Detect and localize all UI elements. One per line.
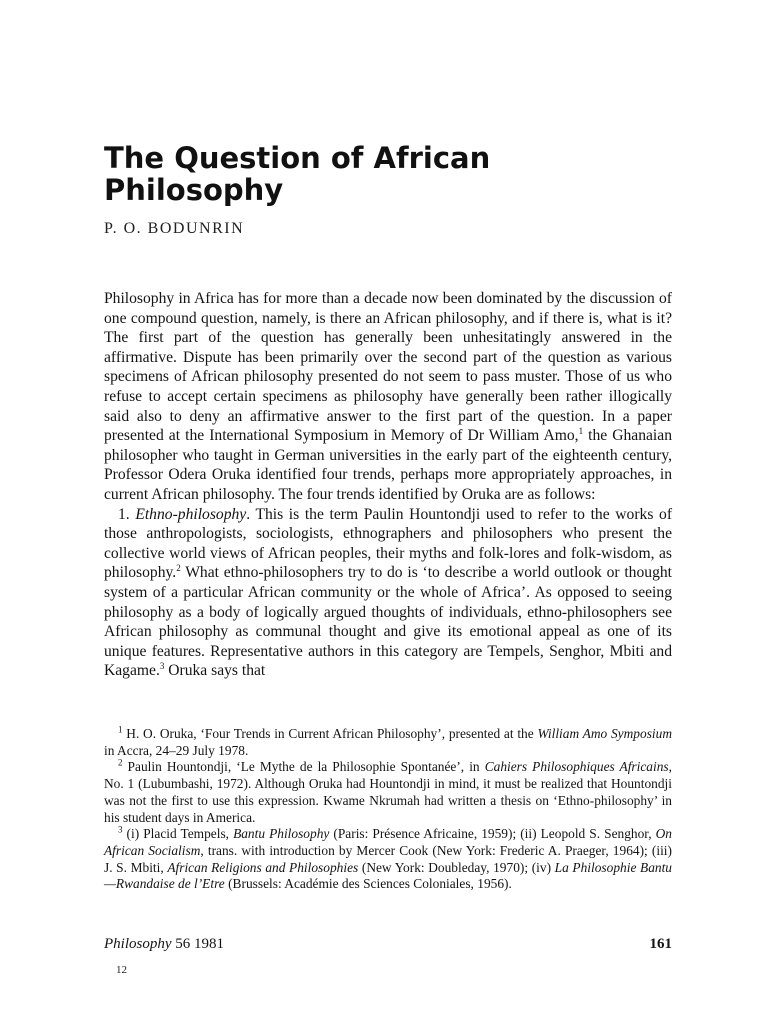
volume-year: 56 1981 [171, 936, 224, 952]
footnote-ref: 2 [176, 563, 181, 574]
italic-term: Ethno-philosophy [135, 505, 247, 523]
text-run: . This is the term Paulin Hountondji used to refer to the works of those anthropologists, sociologists, ethnographers and philosophers who present the collective world views of African peoples, their myths and folk-lores and folk-wisdom, as philosophy. [104, 505, 673, 582]
text-run: , No. 1 (Lubumbashi, 1972). Although Oruka had Hountondji in mind, it must be realized that Hountondji was not the first to use this expression. Kwame Nkrumah had written a thesis on ‘Ethno-philosophy’ in his student days in America. [104, 759, 672, 825]
footnote-ref: 3 [159, 661, 165, 672]
text-run: What ethno-philosophers try to do is ‘to describe a world outlook or thought system of a particular African community or the whole of Africa’. As opposed to seeing philosophy as a body of logically argued thoughts of individuals, ethno-philosophers see African philosophy as communal thought and give its emotional appeal as one of its unique features. Representative authors in this category are Tempels, Senghor, Mbiti and Kagame. [104, 564, 672, 680]
footnotes-section [104, 726, 672, 893]
text-run: H. O. Oruka, ‘Four Trends in Current African Philosophy’, presented at the [122, 726, 538, 741]
signature-mark: 12 [116, 964, 127, 976]
text-run: , trans. with introduction by Mercer Cook (New York: Frederic A. Praeger, 1964); (iii) J. S. Mbiti, [104, 842, 672, 875]
text-run: Oruka says that [164, 662, 266, 680]
text-run: Philosophy in Africa has for more than a decade now been dominated by the discussion of one compound question, namely, is there an African philosophy, and if there is, what is it? The first part of the question has generally been unhesitatingly answered in the affirmative. Dispute has been primarily over the second part of the question as various specimens of African philosophy presented do not seem to pass muster. Those of us who refuse to accept certain specimens as philosophy have generally been rather illogically said also to deny an affirmative answer to the first part of the question. In a paper presented at the International Symposium in Memory of Dr William Amo, [104, 290, 672, 445]
italic-title: William Amo Symposium [537, 726, 672, 741]
italic-title: La Philosophie Bantu—Rwandaise de l’Etre [104, 859, 673, 892]
text-run: (i) Placid Tempels, [122, 826, 234, 842]
footnote-3 [104, 826, 672, 893]
body-paragraph [104, 505, 672, 681]
footnote-number: 3 [118, 824, 123, 835]
article-title: The Question of African Philosophy [104, 141, 491, 207]
body-paragraph [104, 289, 672, 505]
footnote-1 [104, 726, 672, 759]
text-run: the Ghanaian philosopher who taught in German universities in the early part of the eighteenth century, Professor Odera Oruka identified four trends, perhaps more appropriately approaches, in current African philosophy. The four trends identified by Oruka are as follows: [104, 427, 672, 503]
body-text [104, 289, 672, 681]
journal-name: Philosophy [104, 936, 172, 952]
text-run: (Paris: Présence Africaine, 1959); (ii) Leopold S. Senghor, [329, 826, 656, 842]
article-author: P. O. BODUNRIN [104, 220, 245, 237]
footnote-ref: 1 [578, 425, 584, 436]
page-number: 161 [649, 936, 672, 952]
italic-title: African Religions and Philosophies [167, 859, 359, 875]
text-run: Paulin Hountondji, ‘Le Mythe de la Philosophie Spontanée’, in [122, 759, 485, 775]
text-run: (New York: Doubleday, 1970); (iv) [358, 859, 555, 875]
italic-title: On African Socialism [104, 826, 672, 858]
footnote-number: 1 [118, 724, 123, 735]
italic-title: Cahiers Philosophiques Africains [484, 759, 669, 775]
page-footer [104, 936, 672, 958]
journal-citation [104, 936, 224, 953]
text-run: (Brussels: Académie des Sciences Coloniales, 1956). [224, 876, 512, 892]
text-run: in Accra, 24–29 July 1978. [104, 742, 249, 758]
footnote-number: 2 [118, 757, 123, 768]
footnote-2 [104, 759, 672, 826]
italic-title: Bantu Philosophy [233, 826, 330, 842]
list-number: 1. [118, 505, 136, 523]
